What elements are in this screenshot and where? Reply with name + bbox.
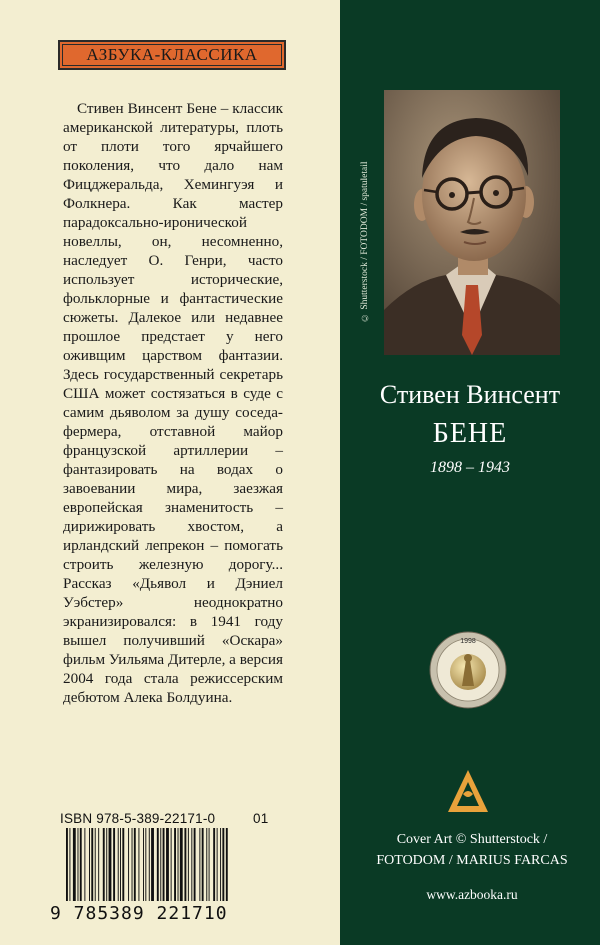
cover-art-credit: Cover Art © Shutterstock / xyxy=(396,832,548,847)
author-portrait xyxy=(384,90,560,355)
cover-art-credit-2: FOTODOM / MARIUS FARCAS xyxy=(376,853,568,868)
series-badge xyxy=(58,40,286,70)
barcode-icon xyxy=(60,828,275,901)
barcode-digits: 9 785389 221710 xyxy=(50,903,228,924)
medal-year: 1998 xyxy=(460,638,476,645)
author-first-name: Стивен Винсент xyxy=(379,380,561,409)
author-last-name: БЕНЕ xyxy=(432,418,508,449)
issue-code: 01 xyxy=(253,811,269,826)
publisher-logo-icon xyxy=(446,768,490,814)
isbn-number: ISBN 978-5-389-22171-0 xyxy=(60,811,216,826)
publisher-website: www.azbooka.ru xyxy=(426,887,518,902)
book-description: Стивен Винсент Бене – классик американской литературы, плоть от плоти того ярчайшего поколения, что дало нам Фицджеральда, Хемингуэя и Фолкнера. Как мастер парадоксально-иронической новеллы, он, несомненно, наследует О. Генри, часто использует исторические, фольклорные и фантастические сюжеты. Далекое или недавнее прошлое предстает у него оживщим царством фантазии. Здесь государственный секретарь США может состязаться в суде с самим дьяволом за душу соседа-фермера, отставной майор французской артиллерии – фантазировать на водах о завоевании мира, заезжая европейская знаменитость – дирижировать хвостом, а ирландский лепрекон – помогать строить железную дорогу... Рассказ «Дьявол и Дэниел Уэбстер» неоднократно экранизировался: в 1941 году вышел получивший «Оскара» фильм Уильяма Дитерле, а версия 2004 года стала режиссерским дебютом Алека Болдуина. xyxy=(63,100,283,706)
series-label: АЗБУКА-КЛАССИКА xyxy=(62,44,282,66)
isbn-line xyxy=(60,811,280,826)
photo-credit: © Shutterstock / FOTODOM / spatuletail xyxy=(360,161,370,322)
portrait-illustration xyxy=(384,90,560,355)
author-years: 1898 – 1943 xyxy=(430,459,510,476)
